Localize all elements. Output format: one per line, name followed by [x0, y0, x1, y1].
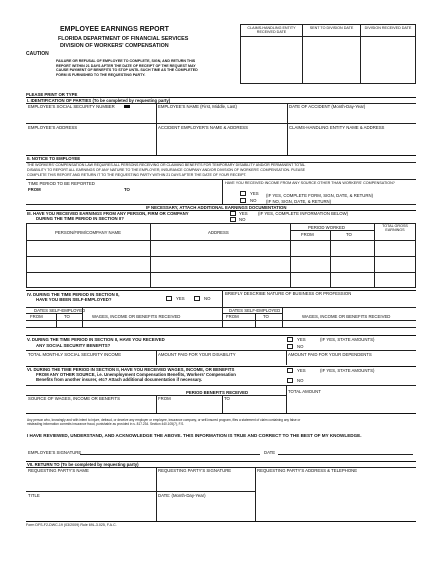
employee-signature-line[interactable] [80, 454, 260, 455]
division-name: DIVISION OF WORKERS' COMPENSATION [60, 43, 169, 49]
wages-received-left: WAGES, INCOME OR BENEFITS RECEIVED [92, 314, 181, 319]
period-to-label: TO [124, 187, 130, 192]
self-from-left: FROM [30, 314, 43, 319]
earnings-yes-note: (IF YES, COMPLETE INFORMATION BELOW) [258, 211, 349, 216]
ss-monthly-label: TOTAL MONTHLY SOCIAL SECURITY INCOME [28, 352, 122, 357]
section-4-question-2: HAVE YOU BEEN SELF-EMPLOYED? [36, 297, 112, 302]
caution-label: CAUTION [26, 51, 49, 57]
total-amount-label: TOTAL AMOUNT [288, 389, 321, 394]
other-no-label: NO [297, 378, 304, 383]
income-no-label: NO [250, 198, 257, 203]
col-to: TO [346, 232, 352, 237]
ssn-marker [124, 105, 130, 109]
section-5-question: V. DURING THE TIME PERIOD IN SECTION II, HAVE YOU RECEIVED [27, 337, 165, 342]
section-5-question-2: ANY SOCIAL SECURITY BENEFITS? [36, 343, 111, 348]
ss-disability-label: AMOUNT PAID FOR YOUR DISABILITY [158, 352, 236, 357]
stamp-division-received: DIVISION RECEIVED DATE [364, 26, 412, 30]
earnings-no-checkbox[interactable] [230, 217, 236, 222]
income-question: HAVE YOU RECEIVED INCOME FROM ANY SOURCE OTHER THAN WORKERS' COMPENSATION? [225, 180, 395, 185]
col-person-firm: PERSON/FIRM/COMPANY NAME [55, 230, 121, 235]
ss-dependents-label: AMOUNT PAID FOR YOUR DEPENDENTS [288, 352, 372, 357]
income-no-checkbox[interactable] [240, 198, 246, 203]
ss-no-label: NO [297, 344, 304, 349]
section-3-question-2: DURING THE TIME PERIOD IN SECTION II? [36, 216, 124, 221]
requesting-date-label: DATE: (Month-Day-Year) [158, 493, 206, 498]
other-state-amounts: (IF YES, STATE AMOUNTS) [320, 368, 375, 373]
other-no-checkbox[interactable] [287, 378, 293, 383]
self-employed-yes-label: YES [176, 296, 185, 301]
section-2-heading: II. NOTICE TO EMPLOYEE [27, 156, 81, 161]
self-employed-no-checkbox[interactable] [194, 296, 200, 301]
section-1-heading: I. IDENTIFICATION OF PARTIES (To be completed by requesting party) [27, 98, 171, 103]
department-name: FLORIDA DEPARTMENT OF FINANCIAL SERVICES [58, 36, 189, 42]
ss-no-checkbox[interactable] [287, 344, 293, 349]
col-address: ADDRESS [208, 230, 229, 235]
col-from: FROM [301, 232, 314, 237]
period-from-label: FROM [28, 187, 41, 192]
notice-line: THE WORKERS' COMPENSATION LAW REQUIRES ALL PERSONS RECEIVING OR CLAIMING BENEFITS FOR TEMPORARY DISABILITY AND/OR PERMANENT TOTAL [27, 163, 306, 167]
ss-yes-checkbox[interactable] [287, 337, 293, 342]
employee-name-label: EMPLOYEE'S NAME (First, Middle, Last) [158, 104, 237, 109]
fraud-warning: Any person who, knowingly and with intent to injure, defraud, or deceive any employer or employee, insurance company, or self-insured program, files a statement of claim containing any false or [27, 418, 301, 422]
signature-date-label: DATE [264, 450, 276, 455]
form-title: EMPLOYEE EARNINGS REPORT [60, 26, 169, 33]
time-period-label: TIME PERIOD TO BE REPORTED [28, 181, 95, 186]
notice-line: DISABILITY TO REPORT ALL EARNINGS OF ANY NATURE TO THE EMPLOYER, INSURANCE COMPANY AND/OR DIVISION OF WORKERS' COMPENSATION. PLEASE [27, 168, 306, 172]
stamp-entity-received: CLAIMS-HANDLING ENTITY RECEIVED DATE [247, 26, 296, 35]
other-yes-label: YES [297, 368, 306, 373]
col-total-gross: TOTAL GROSS EARNINGS [382, 224, 408, 233]
print-note: PLEASE PRINT OR TYPE [26, 92, 78, 97]
signature-date-line[interactable] [278, 454, 413, 455]
requesting-signature-label: REQUESTING PARTY'S SIGNATURE [158, 468, 232, 473]
fraud-warning-2: misleading information commits insurance fraud, punishable as provided in s. 817.234. Section 440.105(7), F.S. [27, 422, 185, 426]
other-yes-checkbox[interactable] [287, 368, 293, 373]
requesting-address-label: REQUESTING PARTY'S ADDRESS & TELEPHONE [257, 468, 358, 473]
caution-line: FAILURE OR REFUSAL OF EMPLOYEE TO COMPLETE, SIGN, AND RETURN THIS [56, 59, 196, 63]
stamp-sent-division: SENT TO DIVISION DATE [309, 26, 354, 30]
accident-employer-label: ACCIDENT EMPLOYER'S NAME & ADDRESS [158, 125, 249, 130]
self-to-left: TO [64, 314, 70, 319]
describe-business-label: BRIEFLY DESCRIBE NATURE OF BUSINESS OR PROFESSION [225, 291, 352, 296]
caution-line: CAUSE PAYMENT OF BENEFITS TO STOP UNTIL SUCH TIME AS THE COMPLETED [56, 68, 198, 72]
caution-line: FORM IS FURNISHED TO THE REQUESTING PARTY. [56, 72, 146, 77]
caution-line: REPORT WITHIN 21 DAYS AFTER THE DATE OF RECEIPT OF THE REQUEST MAY [56, 63, 196, 68]
attach-note: IF NECESSARY, ATTACH ADDITIONAL EARNINGS DOCUMENTATION [146, 205, 287, 210]
section-7-heading: VII. RETURN TO (To be completed by requesting party) [27, 462, 139, 467]
dates-self-employed-right: DATES SELF-EMPLOYED [229, 308, 281, 313]
earnings-yes-checkbox[interactable] [230, 211, 236, 216]
earnings-yes-label: YES [239, 211, 248, 216]
wages-received-right: WAGES, INCOME OR BENEFITS RECEIVED [302, 314, 391, 319]
period-benefits-label: PERIOD BENEFITS RECEIVED [186, 389, 249, 395]
self-to-right: TO [263, 314, 269, 319]
accident-date-label: DATE OF ACCIDENT (Month-Day-Year) [289, 104, 366, 109]
claims-entity-label: CLAIMS-HANDLING ENTITY NAME & ADDRESS [289, 125, 385, 130]
income-yes-label: YES [250, 191, 259, 196]
self-employed-no-label: NO [204, 296, 211, 301]
ssn-label: EMPLOYEE'S SOCIAL SECURITY NUMBER [28, 104, 115, 109]
section-6-question-3: Benefits from another insurer, etc? Attach additional documentation if necessary. [36, 377, 203, 382]
benefits-to-label: TO [224, 396, 230, 401]
certification-statement: I HAVE REVIEWED, UNDERSTAND, AND ACKNOWLEDGE THE ABOVE. THIS INFORMATION IS TRUE AND CORRECT TO THE BEST OF MY KNOWLEDGE. [27, 433, 362, 438]
ss-state-amounts: (IF YES, STATE AMOUNTS) [320, 337, 375, 342]
section-3-question: III. HAVE YOU RECEIVED EARNINGS FROM ANY PERSON, FIRM OR COMPANY [27, 211, 189, 216]
dates-self-employed-left: DATES SELF-EMPLOYED [34, 308, 86, 313]
section-6-question-2: FROM ANY OTHER SOURCE, i.e. Unemployment Compensation Benefits, Workers' Compensation [36, 372, 236, 377]
source-wages-label: SOURCE OF WAGES, INCOME OR BENEFITS [28, 396, 120, 401]
form-footer: Form DFS-F2-DWC-19 (03/2009) Rule 69L-3.025, F.A.C. [26, 523, 117, 527]
income-yes-note: (IF YES, COMPLETE FORM, SIGN, DATE, & RETURN) [266, 193, 374, 198]
self-from-right: FROM [226, 314, 239, 319]
income-no-note: (IF NO, SIGN, DATE, & RETURN) [266, 199, 332, 204]
requesting-title-label: TITLE [28, 493, 40, 498]
employee-signature-label: EMPLOYEE'S SIGNATURE [28, 450, 82, 455]
self-employed-yes-checkbox[interactable] [166, 296, 172, 301]
section-4-question: IV. DURING THE TIME PERIOD IN SECTION II, [27, 292, 120, 297]
income-yes-checkbox[interactable] [240, 191, 246, 196]
employee-address-label: EMPLOYEE'S ADDRESS [28, 125, 78, 130]
ss-yes-label: YES [297, 337, 306, 342]
notice-line: COMPLETE THIS REPORT AND RETURN IT TO THE REQUESTING PARTY WITHIN 21 DAYS AFTER THE DATE OF YOUR RECEIPT. [27, 173, 247, 177]
section-6-question: VI. DURING THE TIME PERIOD IN SECTION II, HAVE YOU RECEIVED WAGES, INCOME, OR BENEFITS [27, 367, 235, 372]
requesting-name-label: REQUESTING PARTY'S NAME [28, 468, 89, 473]
earnings-no-label: NO [239, 217, 246, 222]
col-period-worked: PERIOD WORKED [308, 224, 346, 230]
benefits-from-label: FROM [158, 396, 171, 401]
